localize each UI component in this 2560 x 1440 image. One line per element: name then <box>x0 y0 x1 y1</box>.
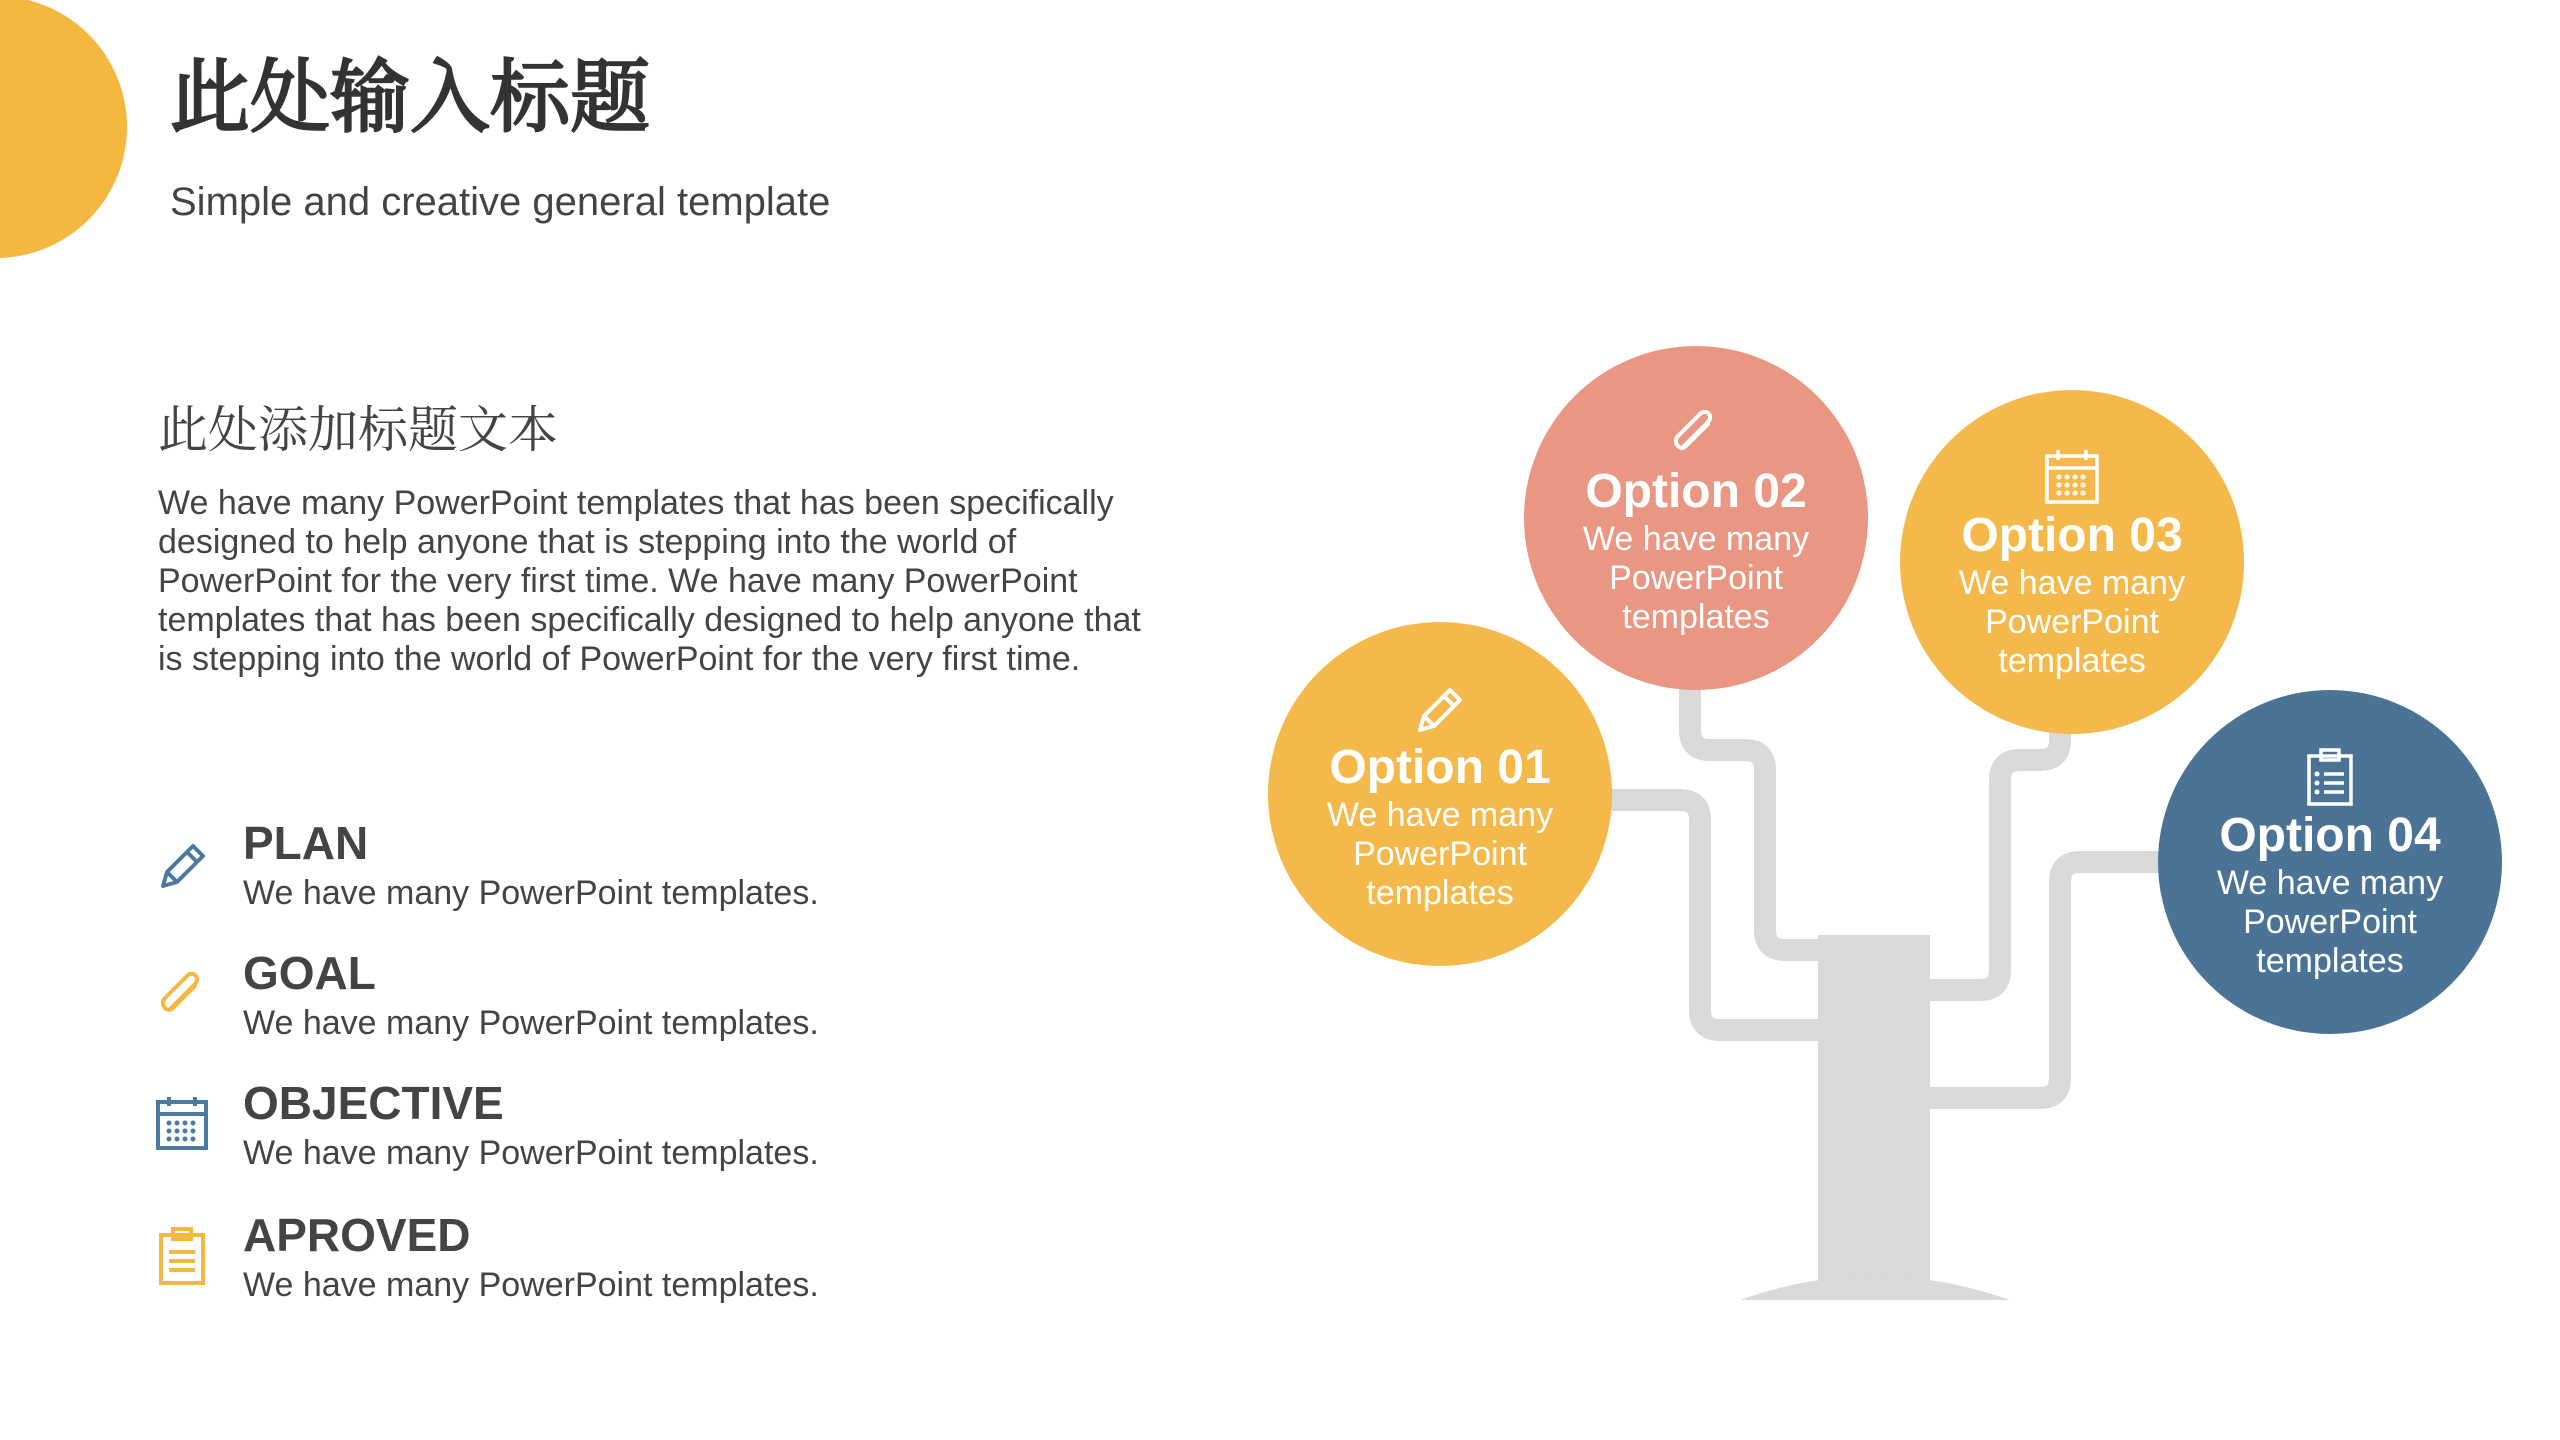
option-title: Option 04 <box>2219 809 2441 862</box>
section-heading: 此处添加标题文本 <box>158 401 558 459</box>
paperclip-icon <box>1666 402 1726 462</box>
option-01-bubble <box>1268 622 1612 966</box>
tree-base <box>1740 1276 2010 1300</box>
page-subtitle: Simple and creative general template <box>170 180 831 224</box>
branch-option-01 <box>1600 800 1830 1030</box>
tree-trunk <box>1818 935 1930 1290</box>
option-description: We have many PowerPoint templates <box>1326 796 1554 912</box>
option-description: We have many PowerPoint templates <box>1582 520 1810 636</box>
pencil-icon <box>1410 678 1470 738</box>
calendar-icon <box>2042 446 2102 506</box>
item-description: We have many PowerPoint templates. <box>243 1004 819 1042</box>
item-title: PLAN <box>243 817 369 869</box>
item-title: APROVED <box>243 1209 471 1261</box>
page-title: 此处输入标题 <box>170 51 650 144</box>
item-description: We have many PowerPoint templates. <box>243 1266 819 1304</box>
item-description: We have many PowerPoint templates. <box>243 1134 819 1172</box>
branch-option-03 <box>1920 720 2060 990</box>
item-title: GOAL <box>243 947 376 999</box>
option-03-bubble <box>1900 390 2244 734</box>
option-title: Option 02 <box>1585 465 1807 518</box>
option-title: Option 03 <box>1961 509 2183 562</box>
option-title: Option 01 <box>1329 741 1551 794</box>
intro-paragraph: We have many PowerPoint templates that has been specifically designed to help anyone that is stepping into the world of PowerPoint for the very first time. We have many PowerPoint templates that has been specifically designed to help anyone that is stepping into the world of PowerPoint for the very first time. <box>158 484 1141 678</box>
item-description: We have many PowerPoint templates. <box>243 874 819 912</box>
option-description: We have many PowerPoint templates <box>2216 864 2444 980</box>
option-02-bubble <box>1524 346 1868 690</box>
option-04-bubble <box>2158 690 2502 1034</box>
option-description: We have many PowerPoint templates <box>1958 564 2186 680</box>
item-title: OBJECTIVE <box>243 1077 504 1129</box>
clipboard-icon <box>2300 746 2360 806</box>
